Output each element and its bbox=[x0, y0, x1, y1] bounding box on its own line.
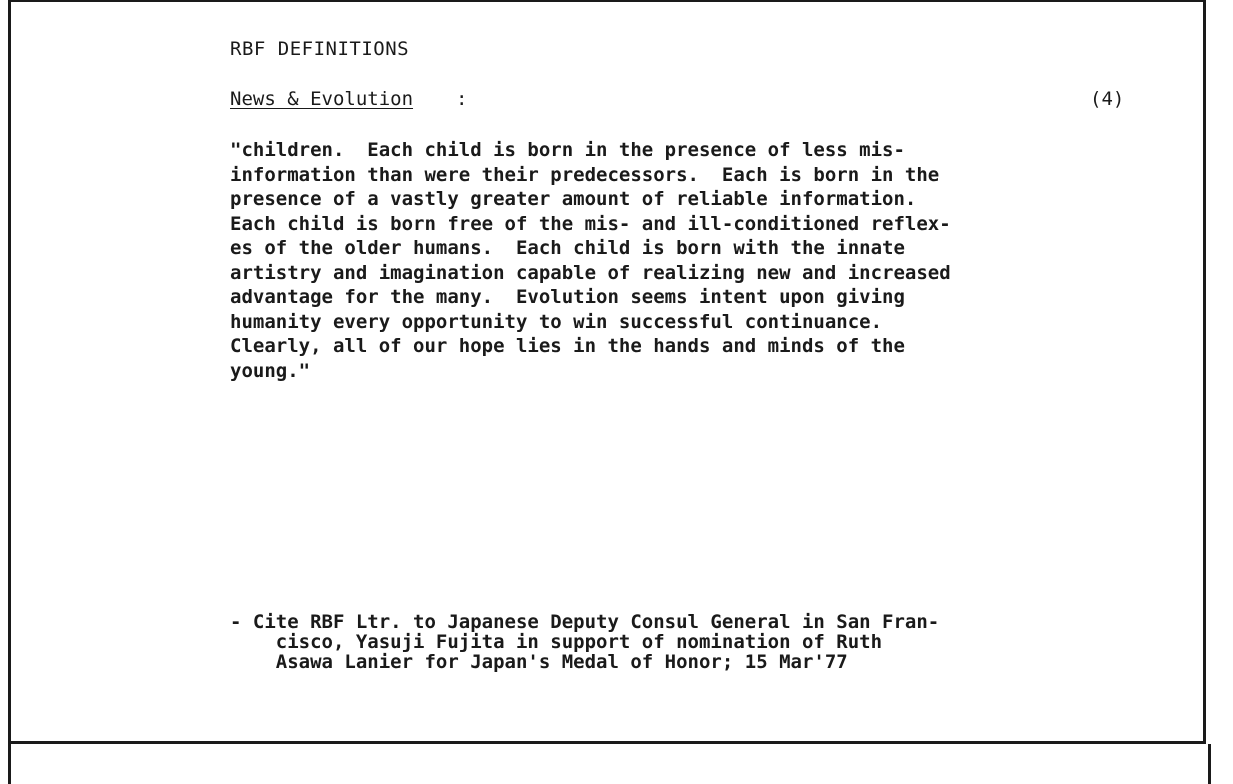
citation-line: cisco, Yasuji Fujita in support of nomination of Ruth bbox=[230, 631, 883, 653]
quote-body bbox=[230, 138, 1130, 383]
quote-line: Each child is born free of the mis- and ill-conditioned reflex- bbox=[230, 212, 951, 235]
next-card-edge bbox=[8, 744, 1211, 784]
quote-line: information than were their predecessors. Each is born in the bbox=[230, 163, 940, 186]
card-header-title: RBF DEFINITIONS bbox=[230, 38, 410, 60]
page-number: (4) bbox=[1090, 88, 1125, 110]
quote-line: es of the older humans. Each child is born with the innate bbox=[230, 237, 905, 259]
section-heading-text: News & Evolution bbox=[230, 88, 414, 110]
quote-line: advantage for the many. Evolution seems intent upon giving bbox=[230, 286, 905, 308]
citation bbox=[230, 612, 939, 672]
section-heading bbox=[230, 88, 413, 110]
quote-line: "children. Each child is born in the presence of less mis- bbox=[230, 139, 905, 161]
quote-line: Clearly, all of our hope lies in the hands and minds of the bbox=[230, 335, 905, 357]
quote-line: humanity every opportunity to win successful continuance. bbox=[230, 310, 883, 333]
quote-line: presence of a vastly greater amount of reliable information. bbox=[230, 188, 917, 210]
quote-line: artistry and imagination capable of realizing new and increased bbox=[230, 261, 951, 284]
citation-line: - Cite RBF Ltr. to Japanese Deputy Consul General in San Fran- bbox=[230, 611, 940, 633]
section-heading-colon: : bbox=[456, 88, 468, 110]
quote-line: young." bbox=[230, 359, 311, 382]
citation-line: Asawa Lanier for Japan's Medal of Honor; 15 Mar'77 bbox=[230, 651, 848, 673]
